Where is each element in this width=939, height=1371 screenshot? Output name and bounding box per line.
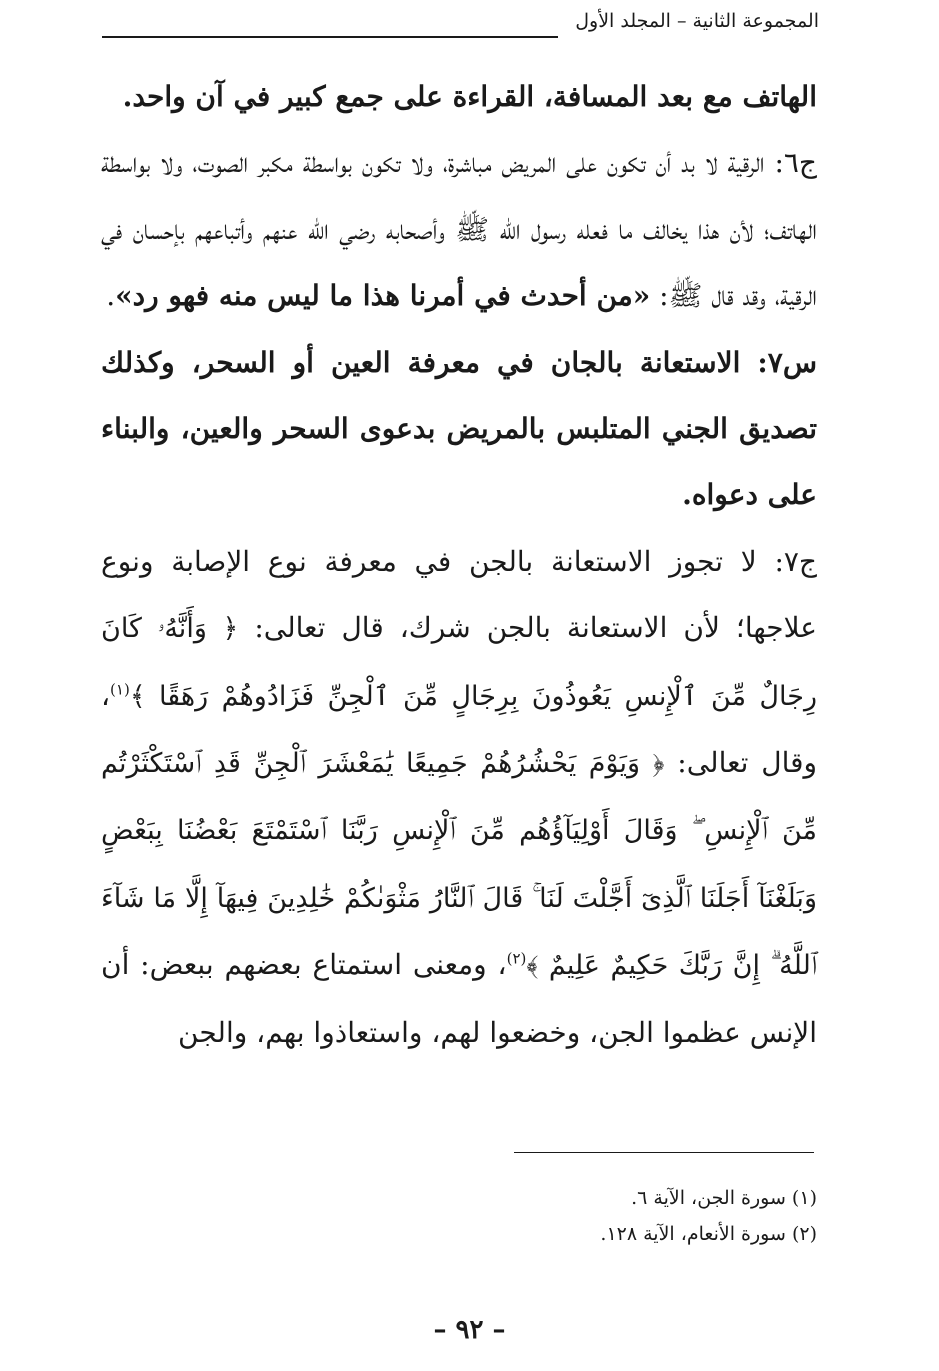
- footnotes: [317, 1180, 817, 1252]
- running-header: المجموعة الثانية – المجلد الأول: [575, 10, 819, 32]
- answer-7-text-1: لا تجوز الاستعانة بالجن في معرفة نوع الإصابة ونوع علاجها؛ لأن الاستعانة بالجن شرك، قال تعالى:: [101, 544, 817, 645]
- answer-7: [101, 529, 817, 1066]
- question-7-text: الاستعانة بالجان في معرفة العين أو السحر، وكذلك تصديق الجني المتلبس بالمريض بدعوى السحر والعين، والبناء على دعواه.: [101, 345, 817, 512]
- body-text: [101, 64, 817, 1066]
- question-7-label: س٧:: [757, 345, 817, 379]
- answer-6-text: الرقية لا بد أن تكون على المريض مباشرة، ولا تكون بواسطة مكبر الصوت، ولا بواسطة الهاتف؛ لأن هذا يخالف ما فعله رسول الله ﷺ وأصحابه رضي الله عنهم وأتباعهم بإحسان في الرقية، وقد قال ﷺ:: [101, 146, 817, 313]
- footnote-ref-1: (١): [110, 680, 130, 699]
- footnote-ref-2: (٢): [506, 949, 527, 968]
- answer-6-label: ج٦:: [774, 146, 817, 180]
- answer-6: [101, 130, 817, 329]
- page-number: – ٩٢ –: [433, 1315, 506, 1345]
- answer-7-label: ج٧:: [774, 544, 817, 578]
- answer-6-end: .: [106, 279, 116, 313]
- hadith-quote: «من أحدث في أمرنا هذا ما ليس منه فهو رد»: [115, 279, 651, 313]
- footnote-1: (١) سورة الجن، الآية ٦.: [631, 1187, 817, 1209]
- question-7: [101, 330, 817, 529]
- header-rule: [102, 36, 558, 38]
- quran-verse-1: ﴿ وَأَنَّهُۥ كَانَ رِجَالٌ مِّنَ ٱلْإِنسِ يَعُوذُونَ بِرِجَالٍ مِّنَ ٱلْجِنِّ فَزَادُوهُمْ رَهَقًا ﴾: [101, 613, 817, 712]
- footnote-rule: [514, 1152, 814, 1153]
- answer-7-text-3: ، ومعنى استمتاع بعضهم ببعض: أن الإنس عظموا الجن، وخضعوا لهم، واستعاذوا بهم، والجن: [101, 948, 817, 1049]
- quran-verse-2: ﴿ وَيَوْمَ يَحْشُرُهُمْ جَمِيعًا يَٰمَعْشَرَ ٱلْجِنِّ قَدِ ٱسْتَكْثَرْتُم مِّنَ ٱلْإِنسِ ۖ وَقَالَ أَوْلِيَآؤُهُم مِّنَ ٱلْإِنسِ رَبَّنَا ٱسْتَمْتَعَ بَعْضُنَا بِبَعْضٍ وَبَلَغْنَآ أَجَلَنَا ٱلَّذِىٓ أَجَّلْتَ لَنَا ۚ قَالَ ٱلنَّارُ مَثْوَىٰكُمْ خَٰلِدِينَ فِيهَآ إِلَّا مَا شَآءَ ٱللَّهُ ۗ إِنَّ رَبَّكَ حَكِيمٌ عَلِيمٌ ﴾: [101, 748, 818, 982]
- footnote-2: (٢) سورة الأنعام، الآية ١٢٨.: [600, 1223, 817, 1245]
- question-5-tail-text: الهاتف مع بعد المسافة، القراءة على جمع كبير في آن واحد.: [122, 80, 817, 113]
- answer-7-text-2: ، وقال تعالى:: [101, 678, 818, 780]
- question-5-tail: [101, 64, 817, 130]
